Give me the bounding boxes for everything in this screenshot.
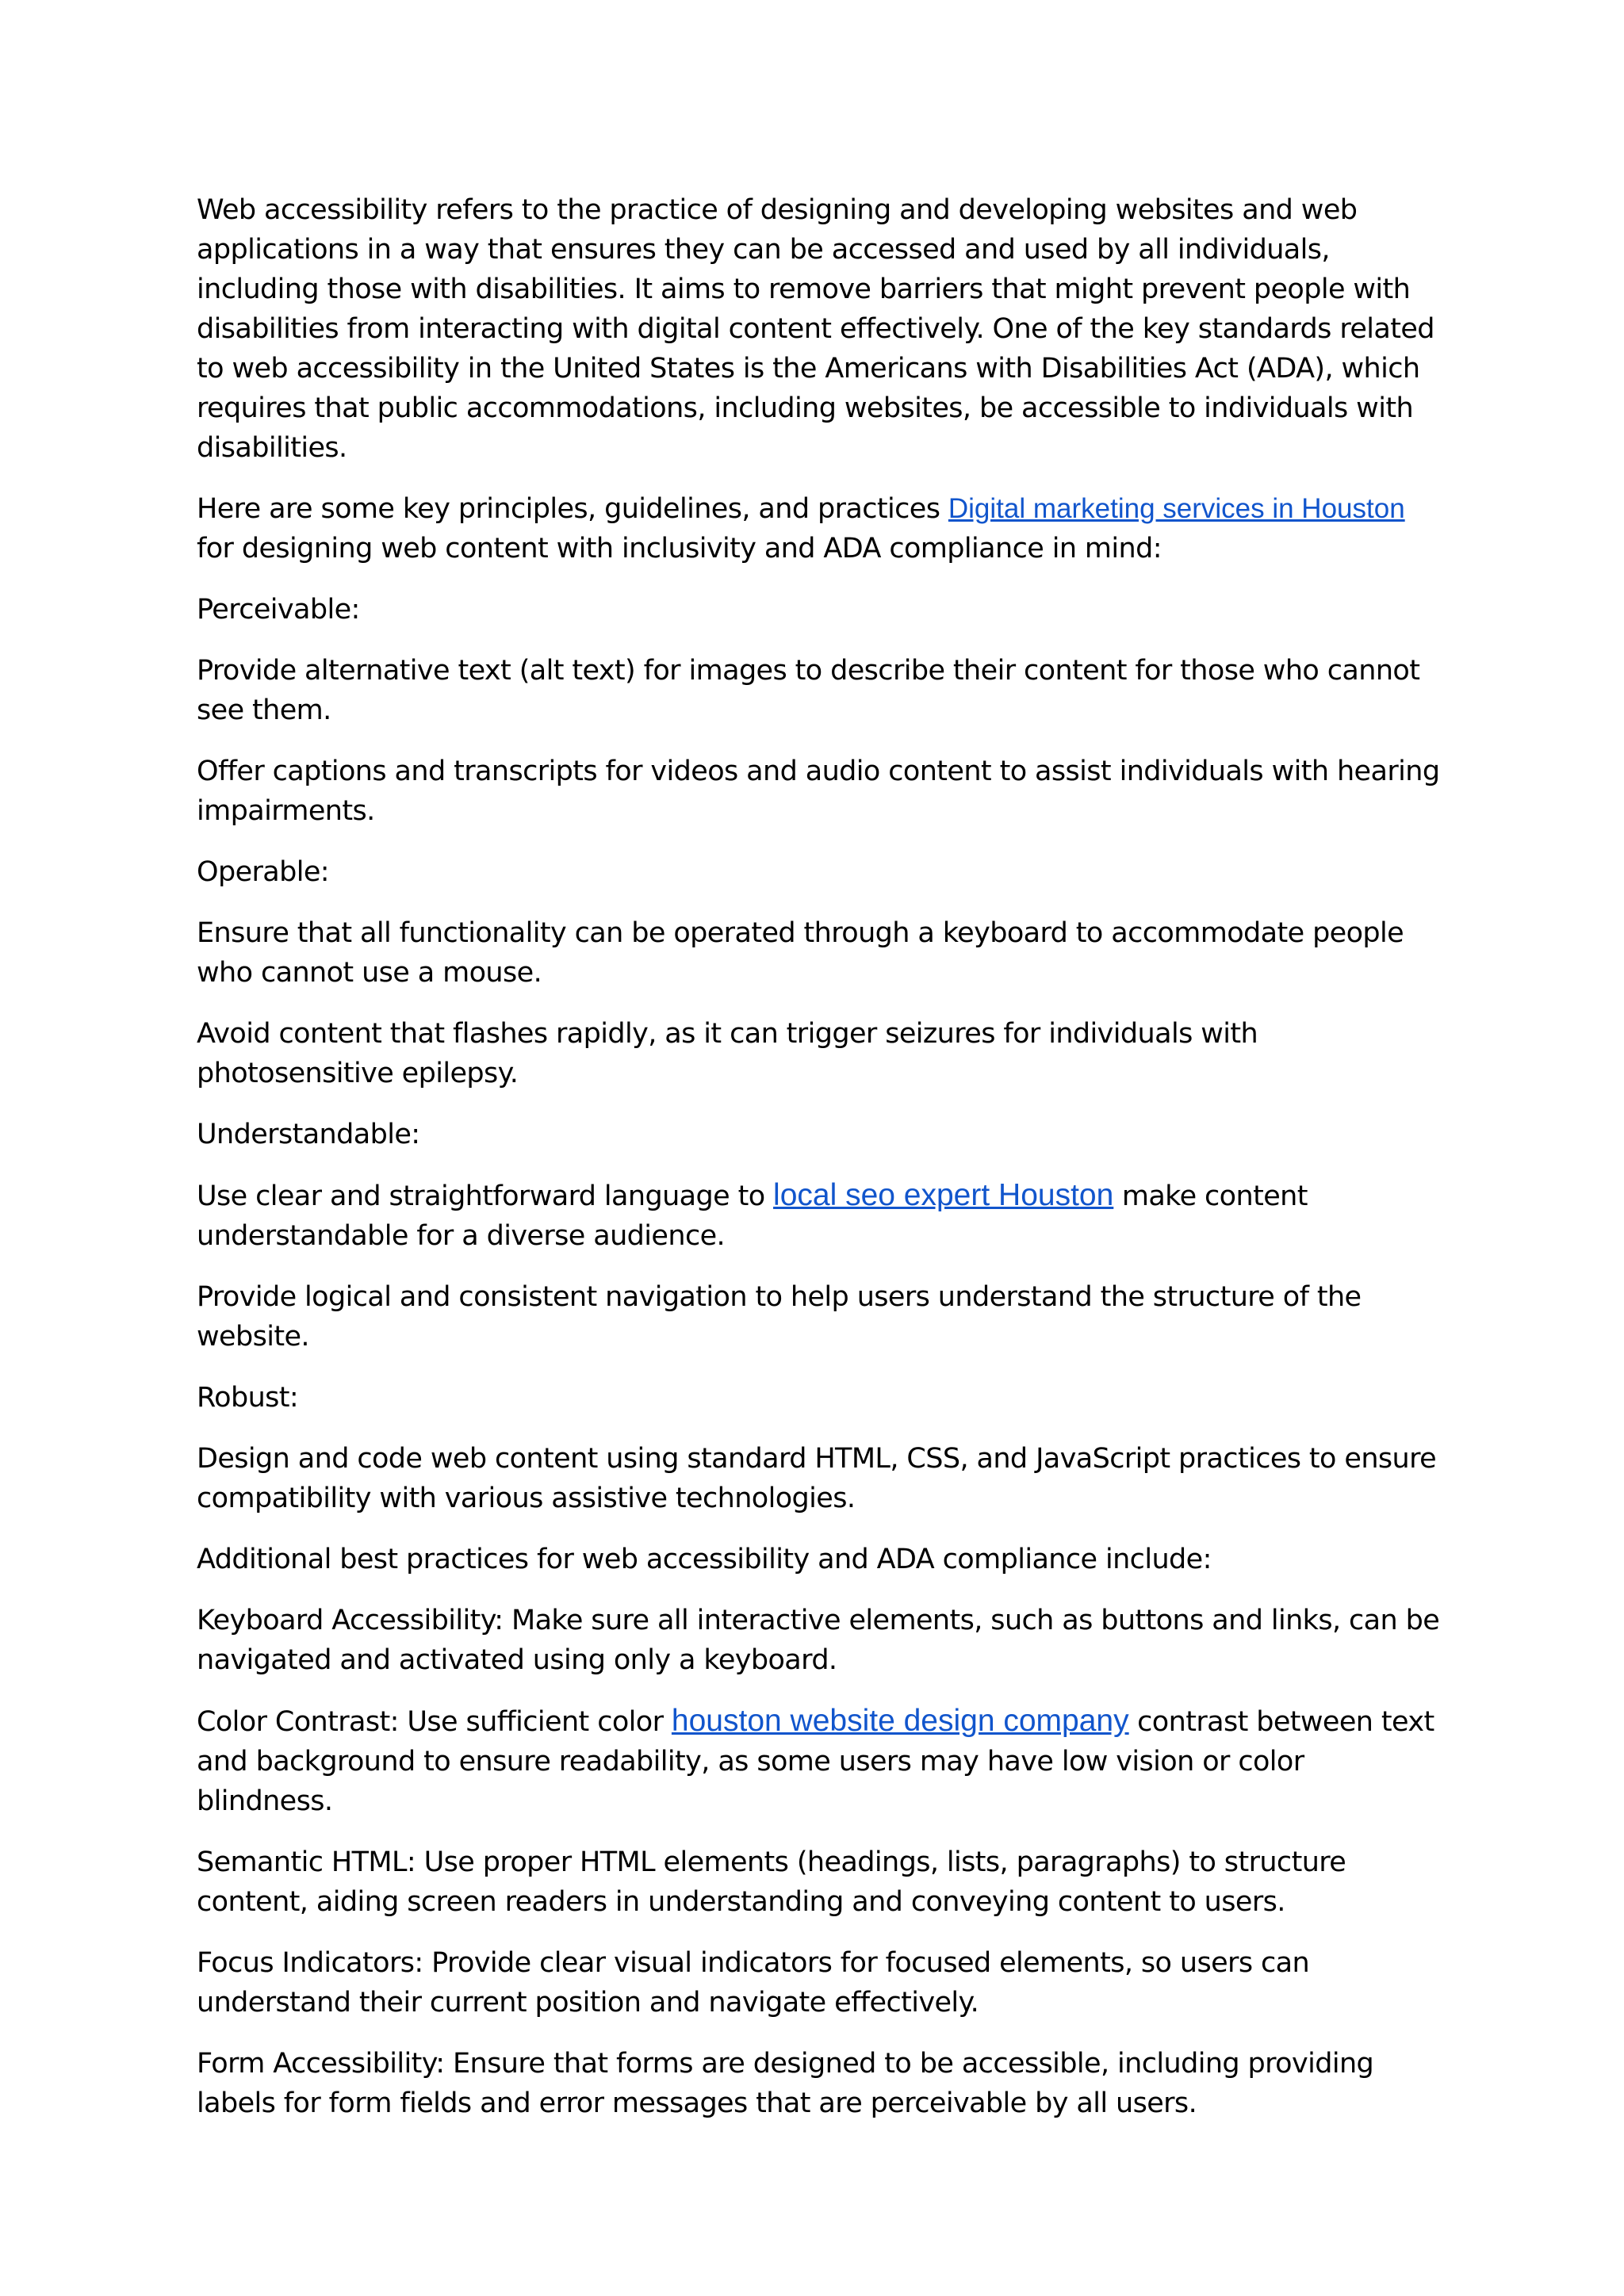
color-contrast-text-end: contrast between text and background to ensure readability, as some users may have low vision or color blindness.: [197, 1706, 1434, 1817]
keyboard-operation-paragraph: Ensure that all functionality can be operated through a keyboard to accommodate people who cannot use a mouse.: [197, 917, 1404, 989]
color-contrast-paragraph: [197, 1701, 1442, 1821]
focus-indicators-paragraph: Focus Indicators: Provide clear visual indicators for focused elements, so users can understand their current position and navigate effectively.: [197, 1947, 1310, 2019]
navigation-paragraph: Provide logical and consistent navigation to help users understand the structure of the website.: [197, 1281, 1362, 1353]
standard-code-paragraph: Design and code web content using standard HTML, CSS, and JavaScript practices to ensure compatibility with various assistive technologies.: [197, 1443, 1437, 1514]
additional-practices-paragraph: Additional best practices for web accessibility and ADA compliance include:: [197, 1544, 1212, 1575]
local-seo-link[interactable]: local seo expert Houston: [773, 1178, 1114, 1212]
flashing-content-paragraph: Avoid content that flashes rapidly, as it can trigger seizures for individuals with photosensitive epilepsy.: [197, 1018, 1258, 1089]
intro-paragraph: Web accessibility refers to the practice of designing and developing websites and web applications in a way that ensures they can be accessed and used by all individuals, including those with disabilities. It aims to remove barriers that might prevent people with disabilities from interacting with digital content effectively. One of the key standards related to web accessibility in the United States is the Americans with Disabilities Act (ADA), which requires that public accommodations, including websites, be accessible to individuals with disabilities.: [197, 194, 1434, 464]
heading-operable: Operable:: [197, 856, 330, 888]
principles-intro-paragraph: [197, 489, 1442, 568]
heading-perceivable: Perceivable:: [197, 594, 360, 626]
form-accessibility-paragraph: Form Accessibility: Ensure that forms are designed to be accessible, including providing labels for form fields and error messages that are perceivable by all users.: [197, 2048, 1374, 2119]
clear-language-text-end: make content understandable for a diverse audience.: [197, 1181, 1308, 1252]
principles-intro-text: Here are some key principles, guidelines, and practices: [197, 493, 948, 525]
clear-language-paragraph: [197, 1176, 1442, 1256]
color-contrast-text: Color Contrast: Use sufficient color: [197, 1706, 672, 1738]
keyboard-accessibility-paragraph: Keyboard Accessibility: Make sure all interactive elements, such as buttons and links, can be navigated and activated using only a keyboard.: [197, 1605, 1440, 1676]
principles-intro-text-end: for designing web content with inclusivity and ADA compliance in mind:: [197, 533, 1162, 564]
heading-understandable: Understandable:: [197, 1119, 420, 1150]
digital-marketing-link[interactable]: Digital marketing services in Houston: [948, 493, 1405, 524]
website-design-link[interactable]: houston website design company: [671, 1704, 1129, 1738]
document-page: [197, 190, 1442, 2145]
captions-paragraph: Offer captions and transcripts for videos and audio content to assist individuals with hearing impairments.: [197, 756, 1440, 827]
heading-robust: Robust:: [197, 1382, 299, 1414]
clear-language-text: Use clear and straightforward language to: [197, 1181, 774, 1212]
alt-text-paragraph: Provide alternative text (alt text) for images to describe their content for those who cannot see them.: [197, 655, 1420, 726]
semantic-html-paragraph: Semantic HTML: Use proper HTML elements (headings, lists, paragraphs) to structure content, aiding screen readers in understanding and conveying content to users.: [197, 1846, 1346, 1918]
